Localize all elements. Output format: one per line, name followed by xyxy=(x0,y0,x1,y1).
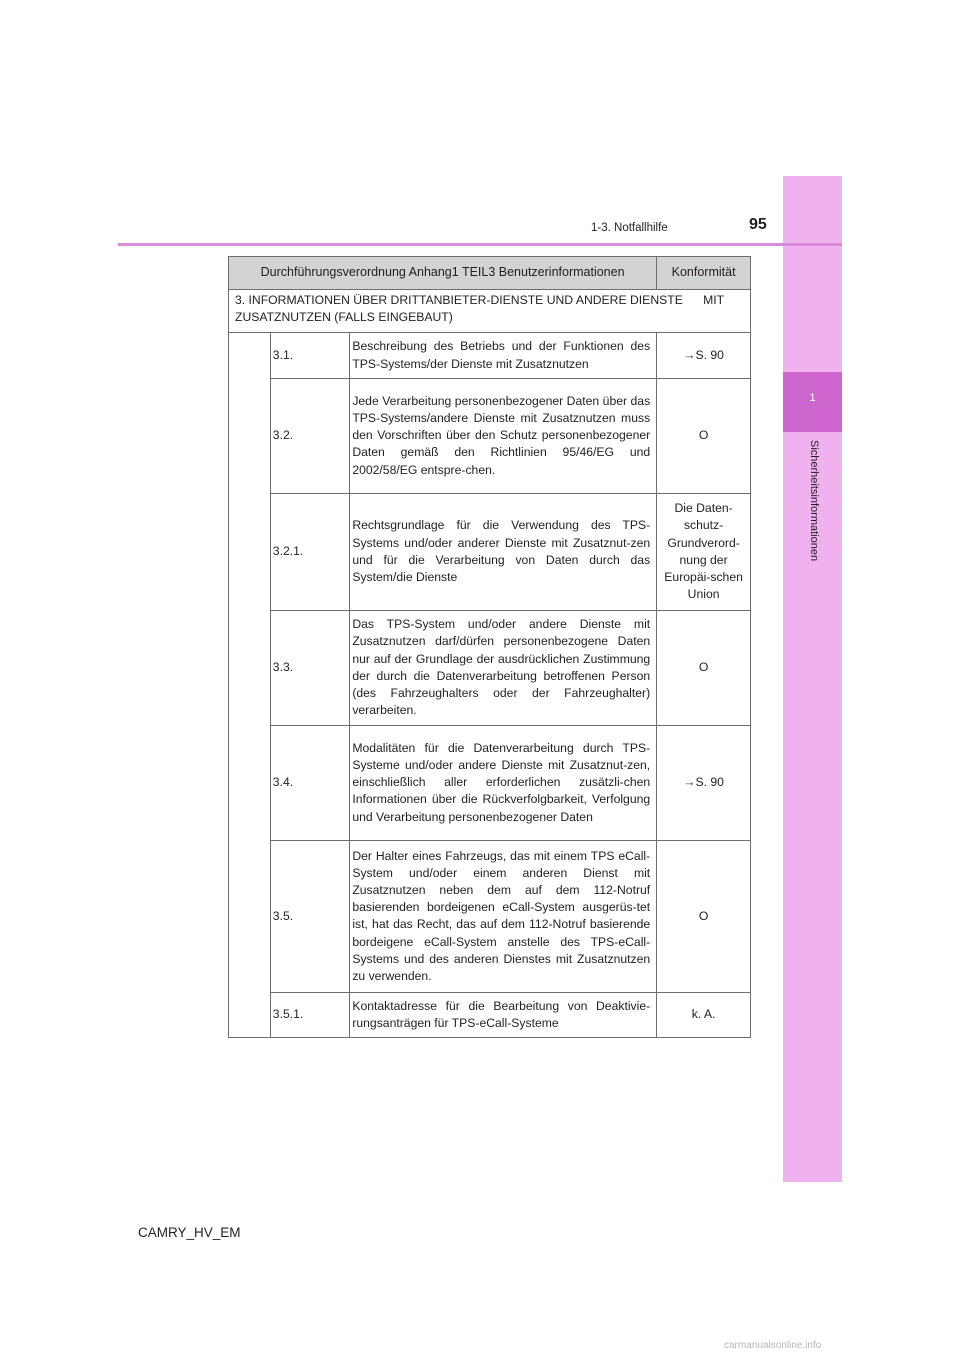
page-number: 95 xyxy=(749,216,767,233)
row-number: 3.5. xyxy=(270,840,350,992)
row-number: 3.2.1. xyxy=(270,493,350,610)
row-description: Jede Verarbeitung personenbezogener Daten über das TPS-Systems/andere Dienste mit Zusatznutzen muss den Vorschriften über den Schutz personenbezogener Daten gemäß den Richtlinien 95/46/EG und 2002/58/EG entspre-chen. xyxy=(350,378,657,493)
row-number: 3.5.1. xyxy=(270,992,350,1037)
row-number: 3.3. xyxy=(270,610,350,725)
row-conformity: k. A. xyxy=(657,992,751,1037)
table-row xyxy=(229,840,751,992)
row-description: Modalitäten für die Datenverarbeitung durch TPS-Systeme und/oder andere Dienste mit Zusatznut-zen, einschließlich aller erforderlichen zusätzli-chen Informationen über die Rückverfolgbarkeit, Verfolgung und Verarbeitung personenbezogener Daten xyxy=(350,725,657,840)
row-description: Der Halter eines Fahrzeugs, das mit einem TPS eCall-System und/oder einem anderen Dienst mit Zusatznutzen neben dem auf dem 112-Notruf basierenden bordeigenen eCall-System ausgerüs-tet ist, hat das Recht, das auf dem 112-Notruf basierende bordeigene eCall-System anstelle des TPS-eCall-Systems und des anderen Dienstes mit Zusatznutzen zu verwenden. xyxy=(350,840,657,992)
model-code: CAMRY_HV_EM xyxy=(138,1225,241,1240)
chapter-number: 1 xyxy=(809,392,816,404)
row-description: Beschreibung des Betriebs und der Funktionen des TPS-Systems/der Dienste mit Zusatznutzen xyxy=(350,333,657,378)
section-row xyxy=(229,290,751,333)
info-table xyxy=(228,256,751,1038)
row-description: Rechtsgrundlage für die Verwendung des TPS-Systems und/oder anderer Dienste mit Zusatznut-zen und für die Verarbeitung von Daten durch das System/die Dienste xyxy=(350,493,657,610)
row-number: 3.2. xyxy=(270,378,350,493)
indent-cell xyxy=(229,333,271,1038)
row-conformity: O xyxy=(657,840,751,992)
table-row xyxy=(229,725,751,840)
table-header-row xyxy=(229,257,751,290)
column-header-regulation: Durchführungsverordnung Anhang1 TEIL3 Benutzerinformationen xyxy=(229,257,657,290)
watermark-link[interactable]: carmanualsonline.info xyxy=(724,1340,822,1351)
table-row xyxy=(229,610,751,725)
table-row xyxy=(229,493,751,610)
chapter-title: Sicherheitsinformationen xyxy=(808,440,820,562)
row-conformity: O xyxy=(657,610,751,725)
row-conformity: O xyxy=(657,378,751,493)
table-row xyxy=(229,992,751,1037)
row-number: 3.1. xyxy=(270,333,350,378)
section-title: 3. INFORMATIONEN ÜBER DRITTANBIETER-DIENSTE UND ANDERE DIENSTE MIT ZUSATZNUTZEN (FALLS EINGEBAUT) xyxy=(229,290,751,333)
header-divider xyxy=(118,243,842,246)
row-conformity: Die Daten-schutz-Grundverord-nung der Europäi-schen Union xyxy=(657,493,751,610)
row-description: Das TPS-System und/oder andere Dienste mit Zusatznutzen darf/dürfen personenbezogene Daten nur auf der Grundlage der ausdrücklichen Zustimmung der durch die Datenverarbeitung betroffenen Person (des Fahrzeughalters oder der Fahrzeughalter) verarbeiten. xyxy=(350,610,657,725)
chapter-side-tab xyxy=(783,176,842,1182)
row-conformity: →S. 90 xyxy=(657,333,751,378)
row-description: Kontaktadresse für die Bearbeitung von Deaktivie-rungsanträgen für TPS-eCall-Systeme xyxy=(350,992,657,1037)
row-number: 3.4. xyxy=(270,725,350,840)
table-row xyxy=(229,333,751,378)
row-conformity: →S. 90 xyxy=(657,725,751,840)
table-row xyxy=(229,378,751,493)
column-header-conformity: Konformität xyxy=(657,257,751,290)
section-label: 1-3. Notfallhilfe xyxy=(591,222,668,234)
